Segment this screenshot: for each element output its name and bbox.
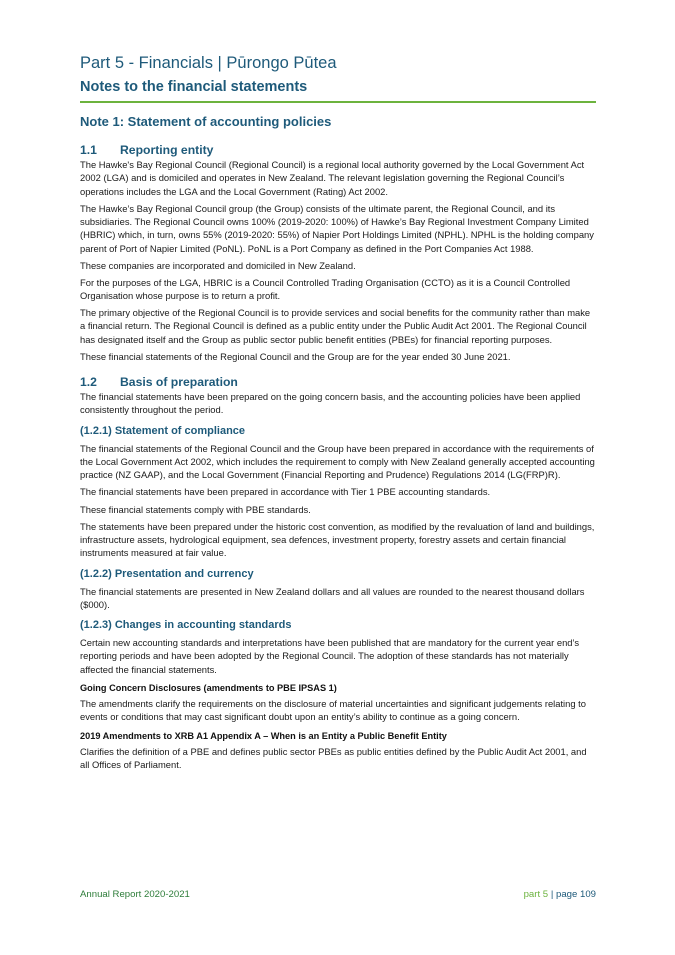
footer-report-title: Annual Report 2020-2021	[80, 889, 190, 900]
subsection-1-2-1-heading: (1.2.1) Statement of compliance	[80, 424, 246, 437]
paragraph: The amendments clarify the requirements on the disclosure of material uncertainties and significant judgements relating to events or conditions that may cast significant doubt upon an entity’s ability to continue as a going concern.	[80, 697, 586, 723]
paragraph: The financial statements have been prepared in accordance with Tier 1 PBE accounting standards.	[80, 486, 491, 498]
section-1-2-heading	[80, 374, 596, 390]
notes-title: Notes to the financial statements	[80, 77, 596, 103]
section-title: Reporting entity	[120, 143, 214, 157]
paragraph: These financial statements of the Regional Council and the Group are for the year ended 30 June 2021.	[80, 350, 511, 362]
footer-page-info	[524, 889, 596, 900]
paragraph: The primary objective of the Regional Council is to provide services and social benefits for the community rather than make a financial return. The Regional Council is defined as a public entity under the Public Audit Act 2001. The Regional Council has designated itself and the Group as public sector public benefit entities (PBEs) for financial reporting purposes.	[80, 307, 591, 345]
section-1-1-heading	[80, 142, 596, 158]
paragraph: These financial statements comply with PBE standards.	[80, 503, 311, 515]
paragraph: The statements have been prepared under the historic cost convention, as modified by the revaluation of land and buildings, infrastructure assets, hydrological equipment, sea defences, investment property, forestry assets and certain financial instruments measured at fair value.	[80, 520, 595, 559]
footer-part: part 5	[523, 889, 549, 900]
paragraph: The Hawke's Bay Regional Council (Regional Council) is a regional local authority governed by the Local Government Act 2002 (LGA) and is domiciled and operates in New Zealand. The relevant legislation governing the Regional Council’s operations includes the LGA and the Local Government (Rating) Act 2002.	[80, 159, 585, 197]
part-title: Part 5 - Financials | Pūrongo Pūtea	[80, 54, 337, 72]
paragraph: Certain new accounting standards and interpretations have been published that are mandatory for the current year end’s reporting periods and have been adopted by the Regional Council. The adoption of these standards has not materially affected the financial statements.	[80, 637, 580, 675]
document-page	[80, 52, 596, 775]
subsection-1-2-3-heading: (1.2.3) Changes in accounting standards	[80, 619, 292, 632]
paragraph: For the purposes of the LGA, HBRIC is a Council Controlled Trading Organisation (CCTO) as it is a Council Controlled Organisation whose purpose is to return a profit.	[80, 276, 571, 302]
footer-page-number: page 109	[555, 889, 596, 900]
section-number: 1.1	[80, 143, 97, 157]
paragraph: Clarifies the definition of a PBE and defines public sector PBEs as public entities defined by the Public Audit Act 2001, and all Offices of Parliament.	[80, 745, 587, 770]
subsection-1-2-2-heading: (1.2.2) Presentation and currency	[80, 567, 254, 580]
paragraph: The financial statements of the Regional Council and the Group have been prepared in accordance with the requirements of the Local Government Act 2002, which includes the requirement to comply with New Zealand generally accepted accounting practice (NZ GAAP), and the Local Government (Financial Reporting and Prudence) Regulations 2014 (LG(FRP)R).	[80, 442, 595, 481]
paragraph: These companies are incorporated and domiciled in New Zealand.	[80, 259, 356, 271]
going-concern-heading: Going Concern Disclosures (amendments to PBE IPSAS 1)	[80, 682, 337, 693]
footer-separator: |	[550, 889, 554, 900]
section-title: Basis of preparation	[120, 375, 238, 390]
xrb-amendments-heading: 2019 Amendments to XRB A1 Appendix A – When is an Entity a Public Benefit Entity	[80, 730, 447, 741]
note-1-heading: Note 1: Statement of accounting policies	[80, 114, 332, 129]
paragraph: The financial statements are presented in New Zealand dollars and all values are rounded to the nearest thousand dollars ($000).	[80, 585, 585, 610]
paragraph: The financial statements have been prepared on the going concern basis, and the accounting policies have been applied consistently throughout the period.	[80, 391, 581, 416]
paragraph: The Hawke’s Bay Regional Council group (the Group) consists of the ultimate parent, the Regional Council, and its subsidiaries. The Regional Council owns 100% (2019-2020: 100%) of Hawke’s Bay Regional Investment Company Limited (HBRIC) which, in turn, owns 55% (2019-2020: 55%) of Napier Port Holdings Limited (NPHL). NPHL is the holding company parent of Port of Napier Limited (PoNL). PoNL is a Port Company as defined in the Port Companies Act 1988.	[80, 202, 594, 254]
section-number: 1.2	[80, 375, 97, 390]
